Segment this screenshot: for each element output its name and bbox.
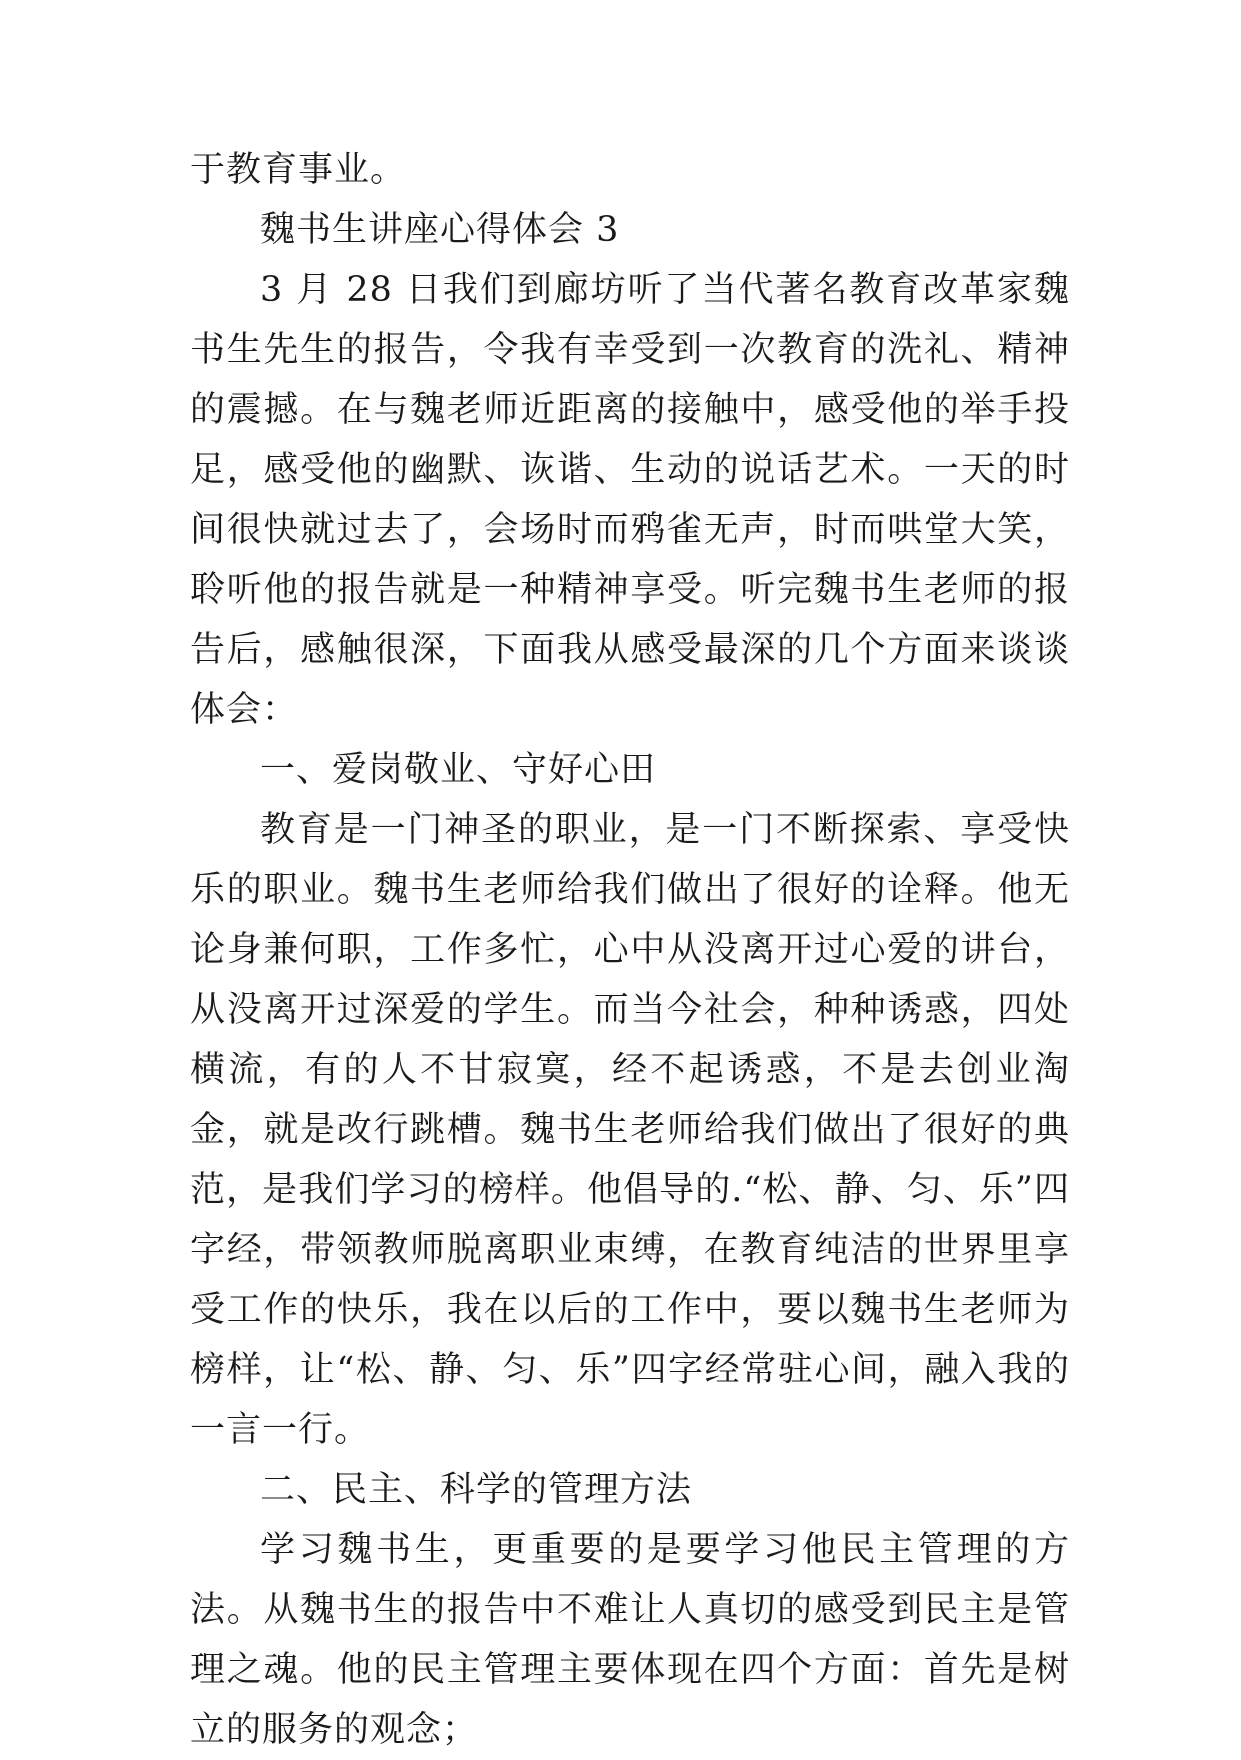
- section-title: 魏书生讲座心得体会 3: [260, 210, 620, 250]
- subsection-heading-1: 一、爱岗敬业、守好心田: [260, 750, 657, 790]
- subsection-heading-2: 二、民主、科学的管理方法: [260, 1470, 693, 1510]
- document-body: [190, 140, 1070, 1760]
- paragraph-section-2: 学习魏书生，更重要的是要学习他民主管理的方法。从魏书生的报告中不难让人真切的感受到民主是管理之魂。他的民主管理主要体现在四个方面：首先是树立的服务的观念；: [190, 1530, 1070, 1750]
- paragraph-continuation: 于教育事业。: [190, 150, 407, 190]
- paragraph-intro: 3 月 28 日我们到廊坊听了当代著名教育改革家魏书生先生的报告，令我有幸受到一次教育的洗礼、精神的震撼。在与魏老师近距离的接触中，感受他的举手投足，感受他的幽默、诙谐、生动的说话艺术。一天的时间很快就过去了，会场时而鸦雀无声，时而哄堂大笑，聆听他的报告就是一种精神享受。听完魏书生老师的报告后，感触很深，下面我从感受最深的几个方面来谈谈体会：: [190, 270, 1070, 730]
- paragraph-section-1: 教育是一门神圣的职业，是一门不断探索、享受快乐的职业。魏书生老师给我们做出了很好的诠释。他无论身兼何职，工作多忙，心中从没离开过心爱的讲台，从没离开过深爱的学生。而当今社会，种种诱惑，四处横流，有的人不甘寂寞，经不起诱惑，不是去创业淘金，就是改行跳槽。魏书生老师给我们做出了很好的典范，是我们学习的榜样。他倡导的.“松、静、匀、乐”四字经，带领教师脱离职业束缚，在教育纯洁的世界里享受工作的快乐，我在以后的工作中，要以魏书生老师为榜样，让“松、静、匀、乐”四字经常驻心间，融入我的一言一行。: [190, 810, 1070, 1450]
